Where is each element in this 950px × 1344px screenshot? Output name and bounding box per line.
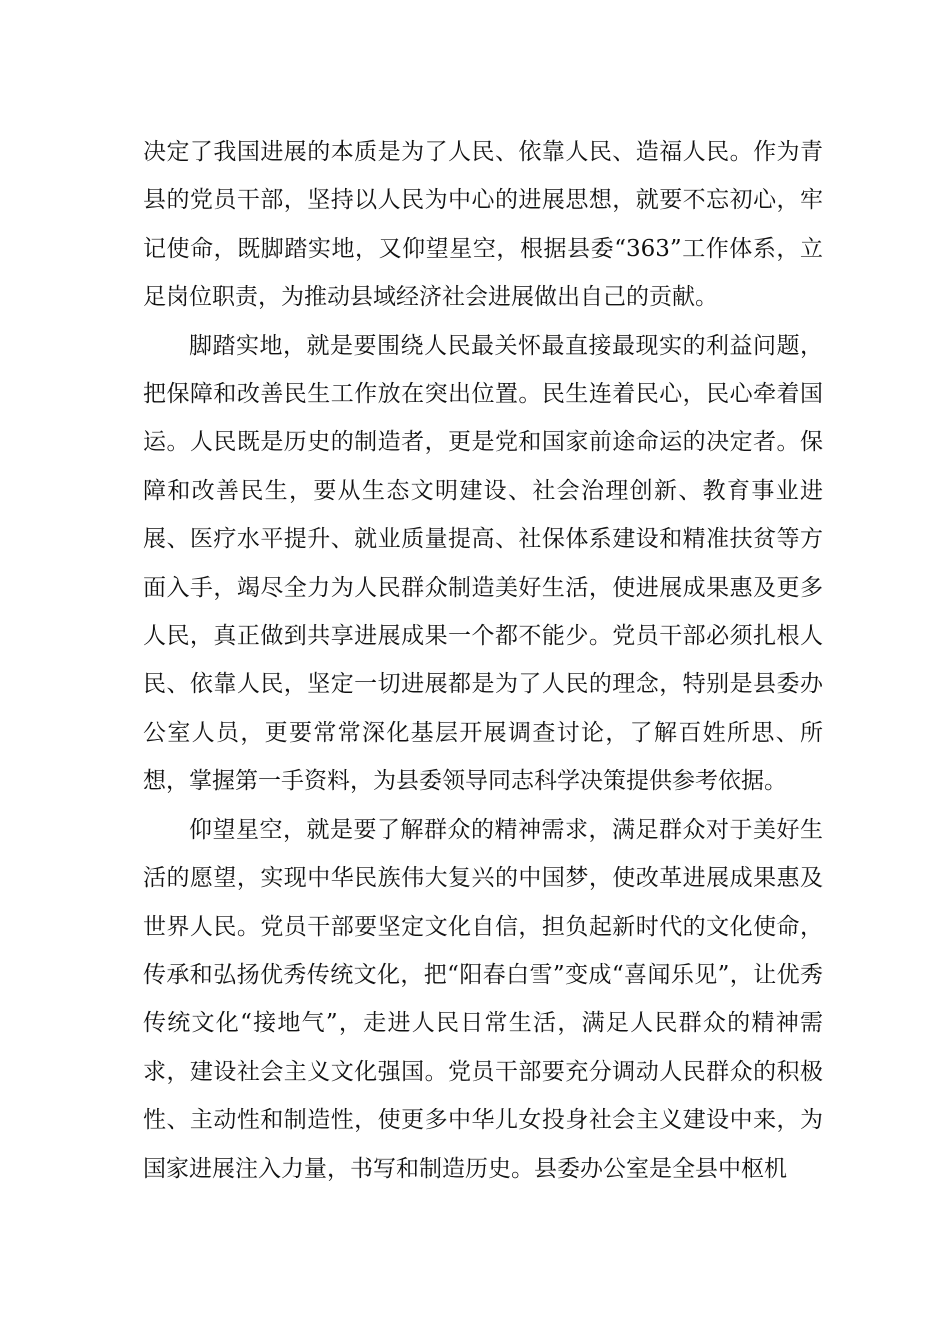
document-body bbox=[143, 128, 823, 1193]
paragraph-3: 仰望星空，就是要了解群众的精神需求，满足群众对于美好生活的愿望，实现中华民族伟大复兴的中国梦，使改革进展成果惠及世界人民。党员干部要坚定文化自信，担负起新时代的文化使命，传承和弘扬优秀传统文化，把“阳春白雪”变成“喜闻乐见”，让优秀传统文化“接地气”，走进人民日常生活，满足人民群众的精神需求，建设社会主义文化强国。党员干部要充分调动人民群众的积极性、主动性和制造性，使更多中华儿女投身社会主义建设中来，为国家进展注入力量，书写和制造历史。县委办公室是全县中枢机 bbox=[143, 816, 823, 1182]
paragraph-2: 脚踏实地，就是要围绕人民最关怀最直接最现实的利益问题，把保障和改善民生工作放在突出位置。民生连着民心，民心牵着国运。人民既是历史的制造者，更是党和国家前途命运的决定者。保障和改善民生，要从生态文明建设、社会治理创新、教育事业进展、医疗水平提升、就业质量提高、社保体系建设和精准扶贫等方面入手，竭尽全力为人民群众制造美好生活，使进展成果惠及更多人民，真正做到共享进展成果一个都不能少。党员干部必须扎根人民、依靠人民，坚定一切进展都是为了人民的理念，特别是县委办公室人员，更要常常深化基层开展调查讨论，了解百姓所思、所想，掌握第一手资料，为县委领导同志科学决策提供参考依据。 bbox=[143, 332, 823, 795]
paragraph-1: 决定了我国进展的本质是为了人民、依靠人民、造福人民。作为青县的党员干部，坚持以人民为中心的进展思想，就要不忘初心，牢记使命，既脚踏实地，又仰望星空，根据县委“363”工作体系，立足岗位职责，为推动县域经济社会进展做出自己的贡献。 bbox=[143, 139, 823, 311]
